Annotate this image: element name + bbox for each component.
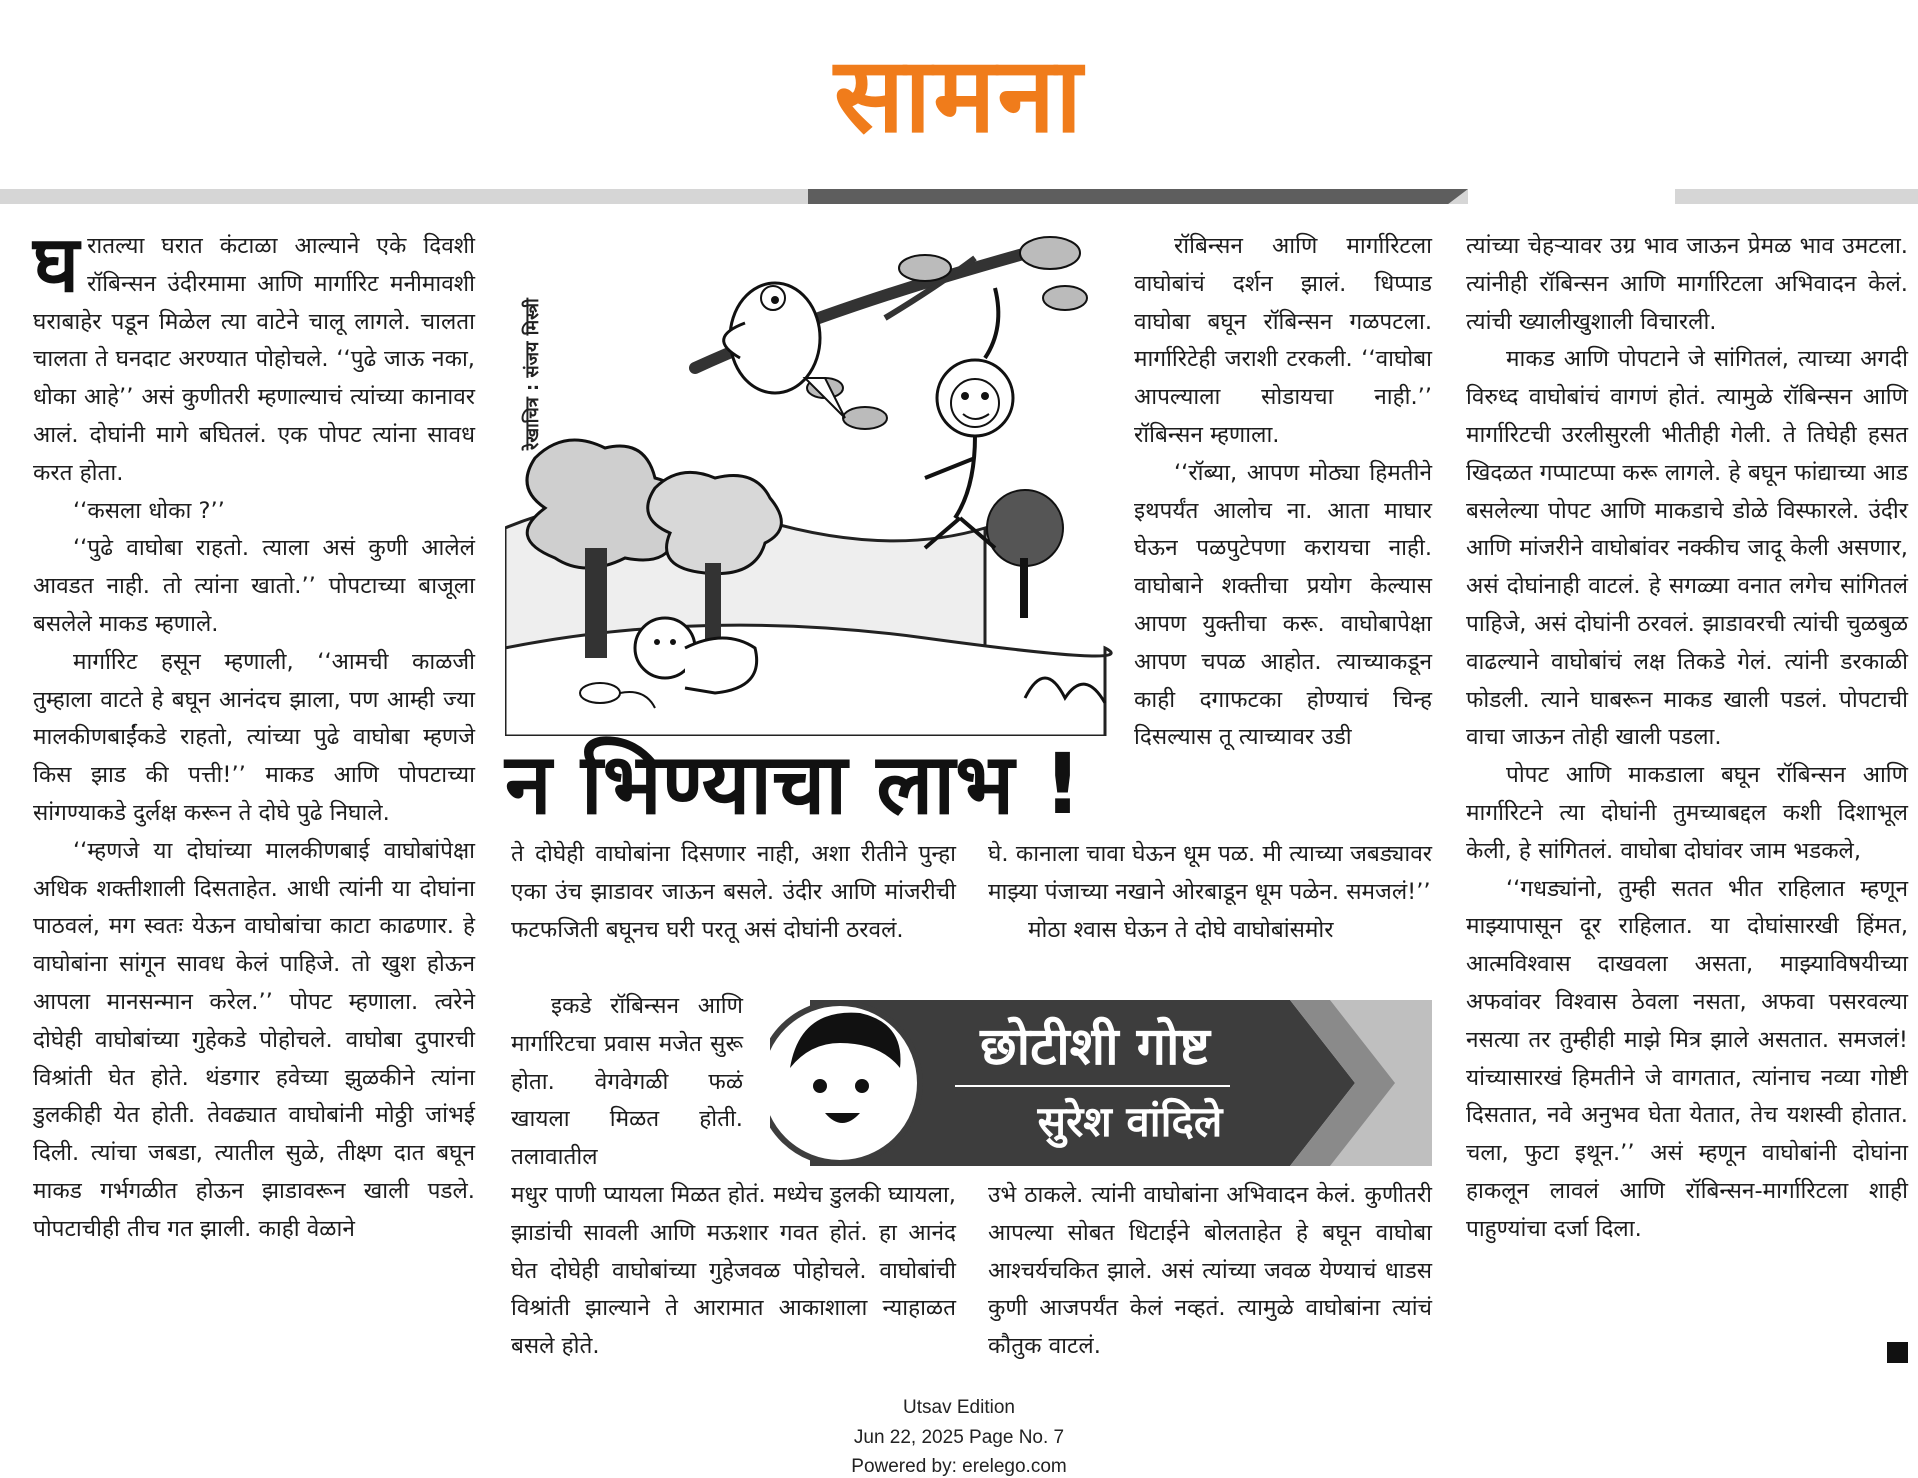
paragraph: त्यांच्या चेहऱ्यावर उग्र भाव जाऊन प्रेमळ भाव उमटला. त्यांनीही रॉबिन्सन आणि मार्गारिटला अभिवादन केलं. त्यांची ख्यालीखुशाली विचारली. — [1466, 233, 1908, 335]
paragraph: मार्गारिट हसून म्हणाली, ‘‘आमची काळजी तुम्हाला वाटते हे बघून आनंदच झाला, पण आम्ही ज्या मालकीणबाईंकडे राहतो, त्यांच्या पुढे वाघोबा म्हणजे किस झाड की पत्ती!’’ माकड आणि पोपटाच्या सांगण्याकडे दुर्लक्ष करून ते दोघे पुढे निघाले. — [33, 648, 475, 826]
paragraph: मधुर पाणी प्यायला मिळत होतं. मध्येच डुलकी घ्यायला, झाडांची सावली आणि मऊशार गवत होतं. हा आनंद घेत दोघेही वाघोबांच्या गुहेजवळ पोहोचले. वाघोबांची विश्रांती झाल्याने ते आरामात आकाशाला न्याहाळत बसले होते. — [511, 1182, 956, 1360]
paragraph: ‘‘पुढे वाघोबा राहतो. त्याला असं कुणी आलेलं आवडत नाही. तो त्यांना खातो.’’ पोपटाच्या बाजूला बसलेले माकड म्हणाले. — [33, 535, 475, 637]
article-column-3-lower — [988, 1177, 1432, 1366]
banner-section-title: छोटीशी गोष्ट — [980, 1017, 1210, 1077]
paragraph: माकड आणि पोपटाने जे सांगितलं, त्याच्या अगदी विरुध्द वाघोबांचं वागणं होतं. त्यामुळे रॉबिन्सन आणि मार्गारिटची उरलीसुरली भीतीही गेली. ते तिघेही हसत खिदळत गप्पाटप्पा करू लागले. हे बघून फांद्याच्या आड बसलेल्या पोपट आणि माकडाचे डोळे विस्फारले. उंदीर आणि मांजरीने वाघोबांवर नक्कीच जादू केली असणार, असं दोघांनाही वाटलं. हे सगळ्या वनात लगेच सांगितलं पाहिजे, असं दोघांनी ठरवलं. झाडावरची त्यांची चुळबुळ वाढल्याने वाघोबांचं लक्ष तिकडे गेलं. त्यांनी डरकाळी फोडली. त्याने घाबरून माकड खाली पडलं. पोपटाची वाचा जाऊन तोही खाली पडला. — [1466, 346, 1908, 751]
drop-cap: घ — [33, 220, 80, 310]
paragraph: घे. कानाला चावा घेऊन धूम पळ. मी त्याच्या जबड्यावर माझ्या पंजाच्या नखाने ओरबाडून धूम पळेन. समजलं!’’ — [988, 841, 1432, 905]
illustration-credit: रेखाचित्र : संजय मिस्त्री — [522, 298, 543, 450]
end-mark — [1887, 1342, 1908, 1363]
article-column-2-lower — [511, 1177, 956, 1366]
article-column-2 — [511, 836, 956, 949]
article-column-4 — [1466, 228, 1908, 1249]
paragraph: उभे ठाकले. त्यांनी वाघोबांना अभिवादन केलं. कुणीतरी आपल्या सोबत धिटाईने बोलताहेत हे बघून वाघोबा आश्चर्यचकित झाले. असं त्यांच्या जवळ येण्याचं धाडस कुणी आजपर्यंत केलं नव्हतं. त्यामुळे वाघोबांना त्यांचं कौतुक वाटलं. — [988, 1182, 1432, 1360]
section-banner — [770, 998, 1432, 1168]
illustration-drawing — [505, 228, 1115, 736]
paragraph: मोठा श्वास घेऊन ते दोघे वाघोबांसमोर — [1028, 916, 1334, 943]
article-column-3 — [1134, 228, 1432, 757]
article-column-1 — [33, 220, 475, 1249]
paragraph: घरातल्या घरात कंटाळा आल्याने एके दिवशी रॉबिन्सन उंदीरमामा आणि मार्गारिट मनीमावशी घराबाहेर पडून मिळेल त्या वाटेने चालू लागले. चालता चालता ते घनदाट अरण्यात पोहोचले. ‘‘पुढे जाऊ नका, धोका आहे’’ असं कुणीतरी म्हणाल्याचं त्यांच्या कानावर आलं. दोघांनी मागे बघितलं. एक पोपट त्यांना सावध करत होता. — [33, 220, 475, 486]
header-rule-right — [1675, 189, 1918, 204]
masthead-title: सामना — [833, 34, 1085, 156]
article-column-3-wide — [988, 836, 1432, 949]
paragraph: ‘‘गधड्यांनो, तुम्ही सतत भीत राहिलात म्हणून माझ्यापासून दूर राहिलात. या दोघांसारखी हिंमत, आत्मविश्वास दाखवला असता, माझ्याविषयीच्या अफवांवर विश्वास ठेवला नसता, अफवा पसरवल्या नसत्या तर तुम्हीही माझे मित्र झाले असतात. समजलं! यांच्यासारखं हिमतीने जे वागतात, त्यांनाच नव्या गोष्टी दिसतात, नवे अनुभव घेता येतात, तेच यशस्वी होतात. चला, फुटा इथून.’’ असं म्हणून वाघोबांनी दोघांना हाकलून लावलं आणि रॉबिन्सन-मार्गारिटला शाही पाहुण्यांचा दर्जा दिला. — [1466, 875, 1908, 1242]
paragraph: ‘‘म्हणजे या दोघांच्या मालकीणबाई वाघोबांपेक्षा अधिक शक्तीशाली दिसताहेत. आधी त्यांनी या दोघांना पाठवलं, मग स्वतः येऊन वाघोबांचा काटा काढणार. हे वाघोबांना सांगून सावध केलं पाहिजे. तो खुश होऊन आपला मानसन्मान करेल.’’ पोपट म्हणाला. त्वरेने दोघेही वाघोबांच्या गुहेकडे पोहोचले. वाघोबा दुपारची विश्रांती घेत होते. थंडगार हवेच्या झुळकीने त्यांना डुलकीही येत होती. तेवढ्यात वाघोबांनी मोठ्ठी जांभई दिली. त्यांचा जबडा, त्यातील सुळे, तीक्ष्ण दात बघून माकड गर्भगळीत होऊन झाडावरून खाली पडले. पोपटाचीही तीच गत झाली. काही वेळाने — [33, 837, 475, 1242]
paragraph: रॉबिन्सन आणि मार्गारिटला वाघोबांचं दर्शन झालं. धिप्पाड वाघोबा बघून रॉबिन्सन गळपटला. मार्गारिटेही जराशी टरकली. ‘‘वाघोबा आपल्याला सोडायचा नाही.’’ रॉबिन्सन म्हणाला. — [1134, 233, 1432, 448]
article-column-2-narrow — [511, 988, 743, 1177]
story-illustration — [505, 228, 1115, 736]
paragraph: इकडे रॉबिन्सन आणि मार्गारिटचा प्रवास मजेत सुरू होता. वेगवेगळी फळं खायला मिळत होती. तलावातील — [511, 993, 743, 1171]
paragraph: पोपट आणि माकडाला बघून रॉबिन्सन आणि मार्गारिटने त्या दोघांनी तुमच्याबद्दल कशी दिशाभूल केली, हे सांगितलं. वाघोबा दोघांवर जाम भडकले, — [1466, 762, 1908, 864]
header-rule-dark — [808, 189, 1468, 204]
footer-edition: Utsav Edition — [903, 1397, 1015, 1418]
paragraph: ‘‘रॉब्या, आपण मोठ्या हिमतीने इथपर्यंत आलोच ना. आता माघार घेऊन पळपुटेपणा करायचा नाही. वाघोबाने शक्तीचा प्रयोग केल्यास आपण युक्तीचा करू. वाघोबापेक्षा आपण चपळ आहोत. त्याच्याकडून काही दगाफटका होण्याचं चिन्ह दिसल्यास तू त्याच्यावर उडी — [1134, 459, 1432, 751]
header-rule-gap — [1468, 189, 1675, 204]
banner-author: सुरेश वांदिले — [1037, 1097, 1223, 1146]
article-headline: न भिण्याचा लाभ ! — [505, 735, 1082, 833]
footer-date-page: Jun 22, 2025 Page No. 7 — [853, 1427, 1065, 1448]
footer-powered-by[interactable]: Powered by: erelego.com — [851, 1456, 1067, 1477]
paragraph: ते दोघेही वाघोबांना दिसणार नाही, अशा रीतीने पुन्हा एका उंच झाडावर जाऊन बसले. उंदीर आणि मांजरीची फटफजिती बघूनच घरी परतू असं दोघांनी ठरवलं. — [511, 841, 956, 943]
paragraph: ‘‘कसला धोका ?’’ — [73, 497, 225, 524]
